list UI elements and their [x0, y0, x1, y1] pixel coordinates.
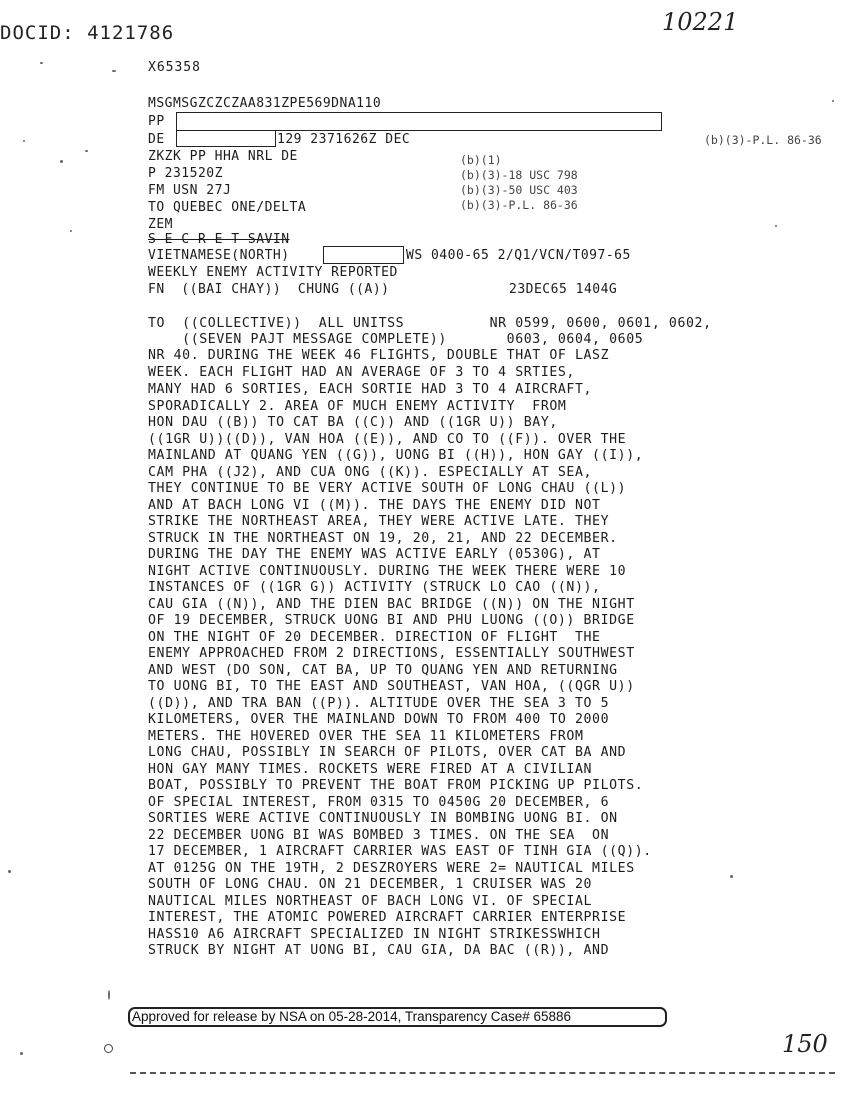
- body-line: WEEK. EACH FLIGHT HAD AN AVERAGE OF 3 TO 4 SRTIES,: [148, 365, 575, 380]
- scan-speck: [112, 70, 116, 72]
- scan-speck: [104, 1044, 113, 1053]
- to-collective-line: TO ((COLLECTIVE)) ALL UNITSS NR 0599, 0600, 0601, 0602,: [148, 316, 712, 331]
- scan-speck: [8, 870, 11, 873]
- doc-id: DOCID: 4121786: [0, 22, 175, 44]
- classification-marking: S E C R E T SAVIN: [148, 232, 290, 247]
- body-line: ON THE NIGHT OF 20 DECEMBER. DIRECTION OF FLIGHT THE: [148, 630, 601, 645]
- body-line: AND WEST (DO SON, CAT BA, UP TO QUANG YEN AND RETURNING: [148, 663, 618, 678]
- body-line: KILOMETERS, OVER THE MAINLAND DOWN TO FROM 400 TO 2000: [148, 712, 610, 727]
- body-line: NAUTICAL MILES NORTHEAST OF BACH LONG VI. OF SPECIAL: [148, 894, 593, 909]
- report-title: WEEKLY ENEMY ACTIVITY REPORTED: [148, 265, 398, 280]
- de-line-suffix: 129 2371626Z DEC: [277, 132, 411, 147]
- redaction-box: [176, 130, 276, 147]
- body-line: ENEMY APPROACHED FROM 2 DIRECTIONS, ESSENTIALLY SOUTHWEST: [148, 646, 635, 661]
- body-line: LONG CHAU, POSSIBLY IN SEARCH OF PILOTS, OVER CAT BA AND: [148, 745, 627, 760]
- body-line: SPORADICALLY 2. AREA OF MUCH ENEMY ACTIVITY FROM: [148, 399, 567, 414]
- body-line: HON GAY MANY TIMES. ROCKETS WERE FIRED AT A CIVILIAN: [148, 762, 593, 777]
- body-line: INSTANCES OF ((1GR G)) ACTIVITY (STRUCK LO CAO ((N)),: [148, 580, 601, 595]
- redaction-box-edge: [274, 130, 660, 131]
- zkzk-line: ZKZK PP HHA NRL DE: [148, 149, 298, 164]
- body-line: CAU GIA ((N)), AND THE DIEN BAC BRIDGE ((N)) ON THE NIGHT: [148, 597, 635, 612]
- body-line: ((1GR U))((D)), VAN HOA ((E)), AND CO TO ((F)). OVER THE: [148, 432, 627, 447]
- body-line: DURING THE DAY THE ENEMY WAS ACTIVE EARLY (0530G), AT: [148, 547, 601, 562]
- dashed-divider: [130, 1072, 835, 1074]
- body-line: STRUCK IN THE NORTHEAST ON 19, 20, 21, AND 22 DECEMBER.: [148, 531, 618, 546]
- body-line: NR 40. DURING THE WEEK 46 FLIGHTS, DOUBLE THAT OF LASZ: [148, 348, 610, 363]
- body-line: SORTIES WERE ACTIVE CONTINUOUSLY IN BOMBING UONG BI. ON: [148, 811, 618, 826]
- reference-number: X65358: [148, 60, 201, 75]
- body-line: AND AT BACH LONG VI ((M)). THE DAYS THE ENEMY DID NOT: [148, 498, 601, 513]
- scan-speck: [832, 100, 834, 102]
- body-line: INTEREST, THE ATOMIC POWERED AIRCRAFT CARRIER ENTERPRISE: [148, 910, 627, 925]
- de-line: DE: [148, 132, 165, 147]
- handwritten-page-number-bottom: 150: [782, 1030, 828, 1058]
- to-address-line: TO QUEBEC ONE/DELTA: [148, 200, 307, 215]
- redaction-box: [323, 246, 404, 264]
- handwritten-page-number: 10221: [662, 8, 739, 36]
- fn-line: FN ((BAI CHAY)) CHUNG ((A)): [148, 282, 390, 297]
- body-line: OF 19 DECEMBER, STRUCK UONG BI AND PHU LUONG ((O)) BRIDGE: [148, 613, 635, 628]
- body-line: STRUCK BY NIGHT AT UONG BI, CAU GIA, DA BAC ((R)), AND: [148, 943, 610, 958]
- body-line: NIGHT ACTIVE CONTINUOUSLY. DURING THE WEEK THERE WERE 10: [148, 564, 627, 579]
- body-line: STRIKE THE NORTHEAST AREA, THEY WERE ACTIVE LATE. THEY: [148, 514, 610, 529]
- body-line: SOUTH OF LONG CHAU. ON 21 DECEMBER, 1 CRUISER WAS 20: [148, 877, 593, 892]
- body-line: ((D)), AND TRA BAN ((P)). ALTITUDE OVER THE SEA 3 TO 5: [148, 696, 610, 711]
- scan-speck: [108, 990, 110, 1000]
- scan-speck: [20, 1052, 23, 1055]
- exemption-code: (b)(1): [460, 153, 502, 167]
- priority-line: P 231520Z: [148, 166, 223, 181]
- scan-speck: [60, 160, 63, 163]
- message-routing-line: MSGMSGZCZCZAA831ZPE569DNA110: [148, 96, 382, 111]
- body-line: TO UONG BI, TO THE EAST AND SOUTHEAST, VAN HOA, ((QGR U)): [148, 679, 635, 694]
- exemption-code-right: (b)(3)-P.L. 86-36: [704, 133, 822, 147]
- scan-speck: [70, 230, 72, 232]
- scan-speck: [85, 150, 88, 152]
- body-line: BOAT, POSSIBLY TO PREVENT THE BOAT FROM PICKING UP PILOTS.: [148, 778, 644, 793]
- scan-speck: [23, 140, 25, 142]
- scan-speck: [40, 62, 43, 64]
- body-line: MANY HAD 6 SORTIES, EACH SORTIE HAD 3 TO 4 AIRCRAFT,: [148, 382, 593, 397]
- exemption-code: (b)(3)-P.L. 86-36: [460, 198, 578, 212]
- serial-line: WS 0400-65 2/Q1/VCN/T097-65: [406, 248, 631, 263]
- body-line: MAINLAND AT QUANG YEN ((G)), UONG BI ((H)), HON GAY ((I)),: [148, 448, 644, 463]
- to-collective-line-2: ((SEVEN PAJT MESSAGE COMPLETE)) 0603, 0604, 0605: [148, 332, 644, 347]
- vietnamese-line: VIETNAMESE(NORTH): [148, 248, 290, 263]
- redaction-box: [176, 112, 662, 131]
- scan-speck: [775, 225, 777, 227]
- body-line: 22 DECEMBER UONG BI WAS BOMBED 3 TIMES. ON THE SEA ON: [148, 828, 610, 843]
- exemption-code: (b)(3)-50 USC 403: [460, 183, 578, 197]
- body-line: AT 0125G ON THE 19TH, 2 DESZROYERS WERE 2= NAUTICAL MILES: [148, 861, 635, 876]
- exemption-code: (b)(3)-18 USC 798: [460, 168, 578, 182]
- body-line: CAM PHA ((J2), AND CUA ONG ((K)). ESPECIALLY AT SEA,: [148, 465, 593, 480]
- precedence-line: PP: [148, 114, 165, 129]
- body-line: HON DAU ((B)) TO CAT BA ((C)) AND ((1GR U)) BAY,: [148, 415, 558, 430]
- body-line: 17 DECEMBER, 1 AIRCRAFT CARRIER WAS EAST OF TINH GIA ((Q)).: [148, 844, 652, 859]
- body-line: HASS10 A6 AIRCRAFT SPECIALIZED IN NIGHT STRIKESSWHICH: [148, 927, 601, 942]
- from-line: FM USN 27J: [148, 183, 232, 198]
- body-line: THEY CONTINUE TO BE VERY ACTIVE SOUTH OF LONG CHAU ((L)): [148, 481, 627, 496]
- scan-speck: [730, 875, 733, 878]
- zem-line: ZEM: [148, 217, 173, 232]
- release-stamp: Approved for release by NSA on 05-28-2014, Transparency Case# 65886: [128, 1007, 667, 1027]
- date-time-group: 23DEC65 1404G: [509, 282, 618, 297]
- body-line: METERS. THE HOVERED OVER THE SEA 11 KILOMETERS FROM: [148, 729, 584, 744]
- body-line: OF SPECIAL INTEREST, FROM 0315 TO 0450G 20 DECEMBER, 6: [148, 795, 610, 810]
